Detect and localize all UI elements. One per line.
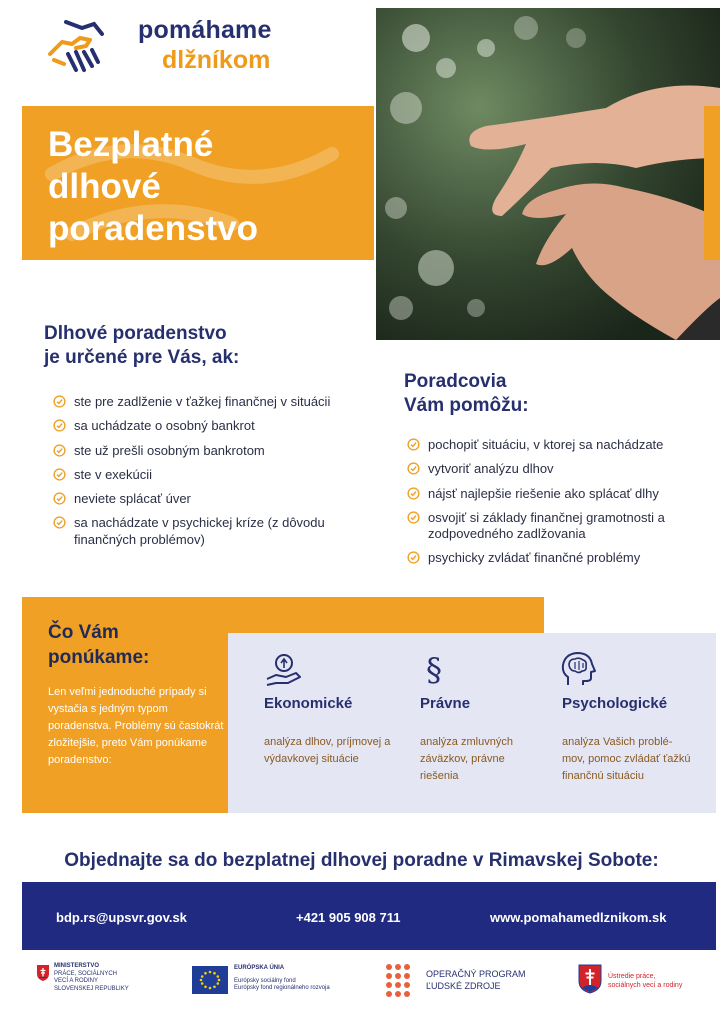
check-circle-icon [53,468,66,481]
check-circle-icon [407,487,420,500]
list-item-text: pochopiť situáciu, v ktorej sa nachádzate [428,437,664,452]
help-title-line2: Vám pomôžu: [404,394,529,416]
eu-line: Európsky fond regionálneho rozvoja [234,985,330,991]
ministry-line: PRÁCE, SOCIÁLNYCH [54,970,118,977]
service-heading: Ekonomické [264,695,353,712]
list-item [404,510,704,543]
qualify-title [44,322,239,370]
money-hand-icon [264,649,304,689]
list-item [50,394,360,410]
list-item-text: nájsť najlepšie riešenie ako splácať dlhy [428,485,659,501]
hero-title [48,124,258,250]
contact-phone-link[interactable]: +421 905 908 711 [296,910,401,925]
list-item-text: psychicky zvládať finančné problémy [428,550,641,566]
slovak-shield-icon [578,964,602,994]
list-item-text: osvojiť si základy finančnej gramotnosti a zodpovedného zadlžovania [428,509,665,541]
eu-text [234,965,330,993]
contact-web-link[interactable]: www.pomahamedlznikom.sk [490,910,667,925]
list-item-text: sa nachádzate v psychickej kríze (z dôvodu finančných problémov) [74,515,325,547]
check-circle-icon [407,511,420,524]
op-line: ĽUDSKÉ ZDROJE [426,981,501,992]
offer-title-line1: Čo Vám [48,622,119,643]
op-text [426,968,526,992]
list-item [404,486,704,502]
ministry-logo [36,962,156,1002]
list-item [50,467,360,483]
hero-title-line: dlhové [48,167,161,206]
service-economic [264,633,404,813]
office-line: Ústredie práce, [608,973,656,980]
list-item-text: neviete splácať úver [74,491,191,506]
office-line: sociálnych vecí a rodiny [608,982,683,990]
list-item-text: ste v exekúcii [74,466,153,482]
hero-photo [376,8,720,340]
list-item [50,515,360,548]
brand-logo [44,10,274,80]
service-description: analýza dlhov, príjmovej a výdavkovej situácie [264,736,391,766]
eu-line: EURÓPSKA ÚNIA [234,965,285,971]
check-circle-icon [53,492,66,505]
check-circle-icon [407,438,420,451]
list-item [50,443,360,459]
photo-accent-strip [704,106,720,260]
list-item [404,461,704,477]
labour-office-logo [578,962,708,1002]
help-title-line1: Poradcovia [404,371,507,392]
help-list [404,437,704,575]
service-legal [420,633,550,813]
list-item-text: ste už prešli osobným bankrotom [74,442,265,458]
service-description: analýza Vašich problé-mov, pomoc zvládať ťažkú finančnú situáciu [562,736,691,783]
logo-text-line1: pomáhame [138,16,272,44]
head-brain-icon [558,649,598,689]
service-description: analýza zmluvných záväzkov, právne riešenia [420,736,513,783]
qualify-title-line1: Dlhové poradenstvo [44,323,227,344]
hero-title-line: poradenstvo [48,209,259,248]
check-circle-icon [407,462,420,475]
office-text [608,972,682,990]
ministry-line: VECÍ A RODINY [54,978,99,984]
eu-logo [192,962,342,1002]
offer-title-line2: ponúkame: [48,646,150,668]
eu-flag-icon [192,966,228,994]
logo-text-line2: dlžníkom [162,46,271,74]
services-panel [228,633,716,813]
check-circle-icon [53,395,66,408]
contact-bar [22,882,716,950]
help-title [404,370,529,418]
eu-line: Európsky sociálny fond [234,977,296,984]
paragraph-icon [414,649,454,689]
helping-hands-logo-icon [46,14,108,76]
list-item [50,491,360,507]
list-item [404,550,704,566]
service-heading: Psychologické [562,695,668,712]
op-dots-icon [386,964,414,994]
operational-programme-logo [386,962,536,1002]
service-psychological [562,633,712,813]
ministry-line: MINISTERSTVO [54,963,100,969]
ministry-text [54,963,129,993]
contact-email-link[interactable]: bdp.rs@upsvr.gov.sk [56,910,187,925]
call-to-action: Objednajte sa do bezplatnej dlhovej poradne v Rimavskej Sobote: [64,850,659,871]
check-circle-icon [53,419,66,432]
slovak-coat-of-arms-icon [36,964,50,982]
ministry-line: SLOVENSKEJ REPUBLIKY [54,985,129,992]
list-item-text: vytvoriť analýzu dlhov [428,461,554,477]
offer-description: Len veľmi jednoduché prípady si vystačia s jedným typom poradenstva. Problémy sú častokrát zložitejšie, preto Vám ponúkame poradenstvo: [48,686,224,767]
hero-banner [22,106,374,260]
check-circle-icon [53,516,66,529]
eu-stars-icon [192,966,228,994]
op-line: OPERAČNÝ PROGRAM [426,969,526,979]
list-item-text: ste pre zadlženie v ťažkej finančnej v situácii [74,394,331,409]
svg-text:§: § [426,651,442,689]
offer-title [48,621,149,670]
qualify-list [50,394,360,556]
service-heading: Právne [420,695,471,712]
qualify-title-line2: je určené pre Vás, ak: [44,346,240,368]
check-circle-icon [53,444,66,457]
list-item-text: sa uchádzate o osobný bankrot [74,418,255,434]
check-circle-icon [407,551,420,564]
helping-hands-photo [376,8,720,340]
list-item [50,418,360,434]
list-item [404,437,704,453]
hero-title-line: Bezplatné [48,125,214,164]
